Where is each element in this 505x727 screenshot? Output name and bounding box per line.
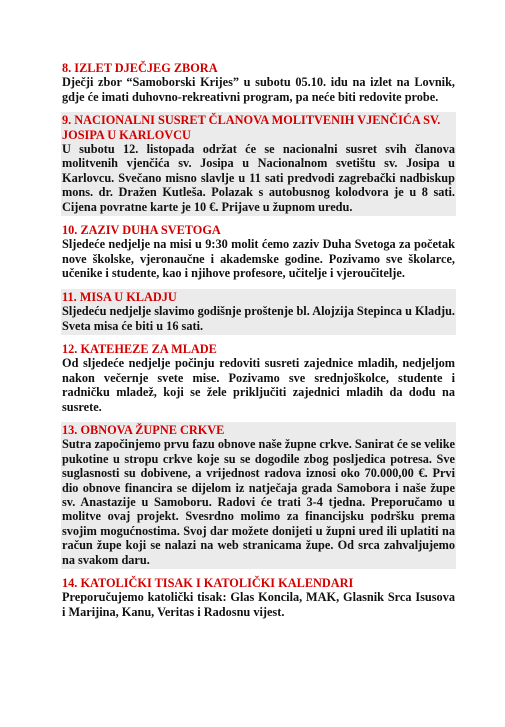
announcement-13 (61, 422, 456, 569)
announcement-text: Dječji zbor “Samoborski Krijes” u subotu 05.10. idu na izlet na Lovnik, gdje će imati duhovno-rekreativni program, pa neće biti redovite probe. (62, 75, 455, 104)
announcement-text: Sljedeću nedjelje slavimo godišnje proštenje bl. Alojzija Stepinca u Kladju. Sveta misa će biti u 16 sati. (62, 304, 455, 333)
announcement-text: Sljedeće nedjelje na misi u 9:30 molit ćemo zaziv Duha Svetoga za početak nove školske, vjeronaučne i akademske godine. Pozivamo sve školarce, učenike i studente, kao i njihove profesore, učitelje i vjeroučitelje. (62, 237, 455, 281)
announcement-11 (61, 289, 456, 335)
announcement-title: 8. IZLET DJEČJEG ZBORA (62, 61, 218, 75)
announcement-10 (61, 222, 456, 283)
announcement-8 (61, 60, 456, 106)
announcement-9 (61, 112, 456, 216)
announcement-title: 10. ZAZIV DUHA SVETOGA (62, 223, 221, 238)
announcement-text: Preporučujemo katolički tisak: Glas Koncila, MAK, Glasnik Srca Isusova i Marijina, Kanu, Veritas i Radosnu vijest. (62, 590, 455, 619)
announcement-title: 11. MISA U KLADJU (62, 289, 177, 304)
announcement-12 (61, 341, 456, 416)
announcement-title: 9. NACIONALNI SUSRET ČLANOVA MOLITVENIH VJENČIĆA SV. JOSIPA U KARLOVCU (62, 113, 441, 142)
announcement-title: 13. OBNOVA ŽUPNE CRKVE (62, 422, 225, 437)
announcements-page (61, 60, 456, 627)
announcement-title: 12. KATEHEZE ZA MLADE (62, 341, 217, 356)
announcement-text: Od sljedeće nedjelje počinju redoviti susreti zajednice mladih, nedjeljom nakon večernje svete mise. Pozivamo sve srednjoškolce, studente i radničku mladež, koji se žele priključiti zajednici mladih da dođu na susrete. (62, 356, 455, 414)
announcement-text: U subotu 12. listopada održat će se nacionalni susret svih članova molitvenih vjenčića sv. Josipa u Nacionalnom svetištu sv. Josipa u Karlovcu. Svečano misno slavlje u 11 sati predvodi zagrebački nadbiskup mons. dr. Dražen Kutleša. Polazak s autobusnog kolodvora je u 8 sati. Cijena povratne karte je 10 €. Prijave u župnom uredu. (62, 142, 455, 214)
announcement-14 (61, 575, 456, 621)
announcement-title: 14. KATOLIČKI TISAK I KATOLIČKI KALENDARI (62, 576, 354, 590)
announcement-text: Sutra započinjemo prvu fazu obnove naše župne crkve. Sanirat će se velike pukotine u stropu crkve koje su se dogodile zbog posljedica potresa. Sve suglasnosti su dobivene, a vrijednost radova iznosi oko 70.000,00 €. Prvi dio obnove financira se dijelom iz natječaja grada Samobora i naše župe sv. Anastazije u Samoboru. Radovi će trati 3-4 tjedna. Preporučamo u molitve ovaj projekt. Svesrdno molimo za financijsku podršku prema svojim mogućnostima. Svoj dar možete donijeti u župni ured ili uplatiti na račun župe koji se nalazi na web stranicama župe. Od srca zahvaljujemo na svakom daru. (62, 437, 455, 567)
